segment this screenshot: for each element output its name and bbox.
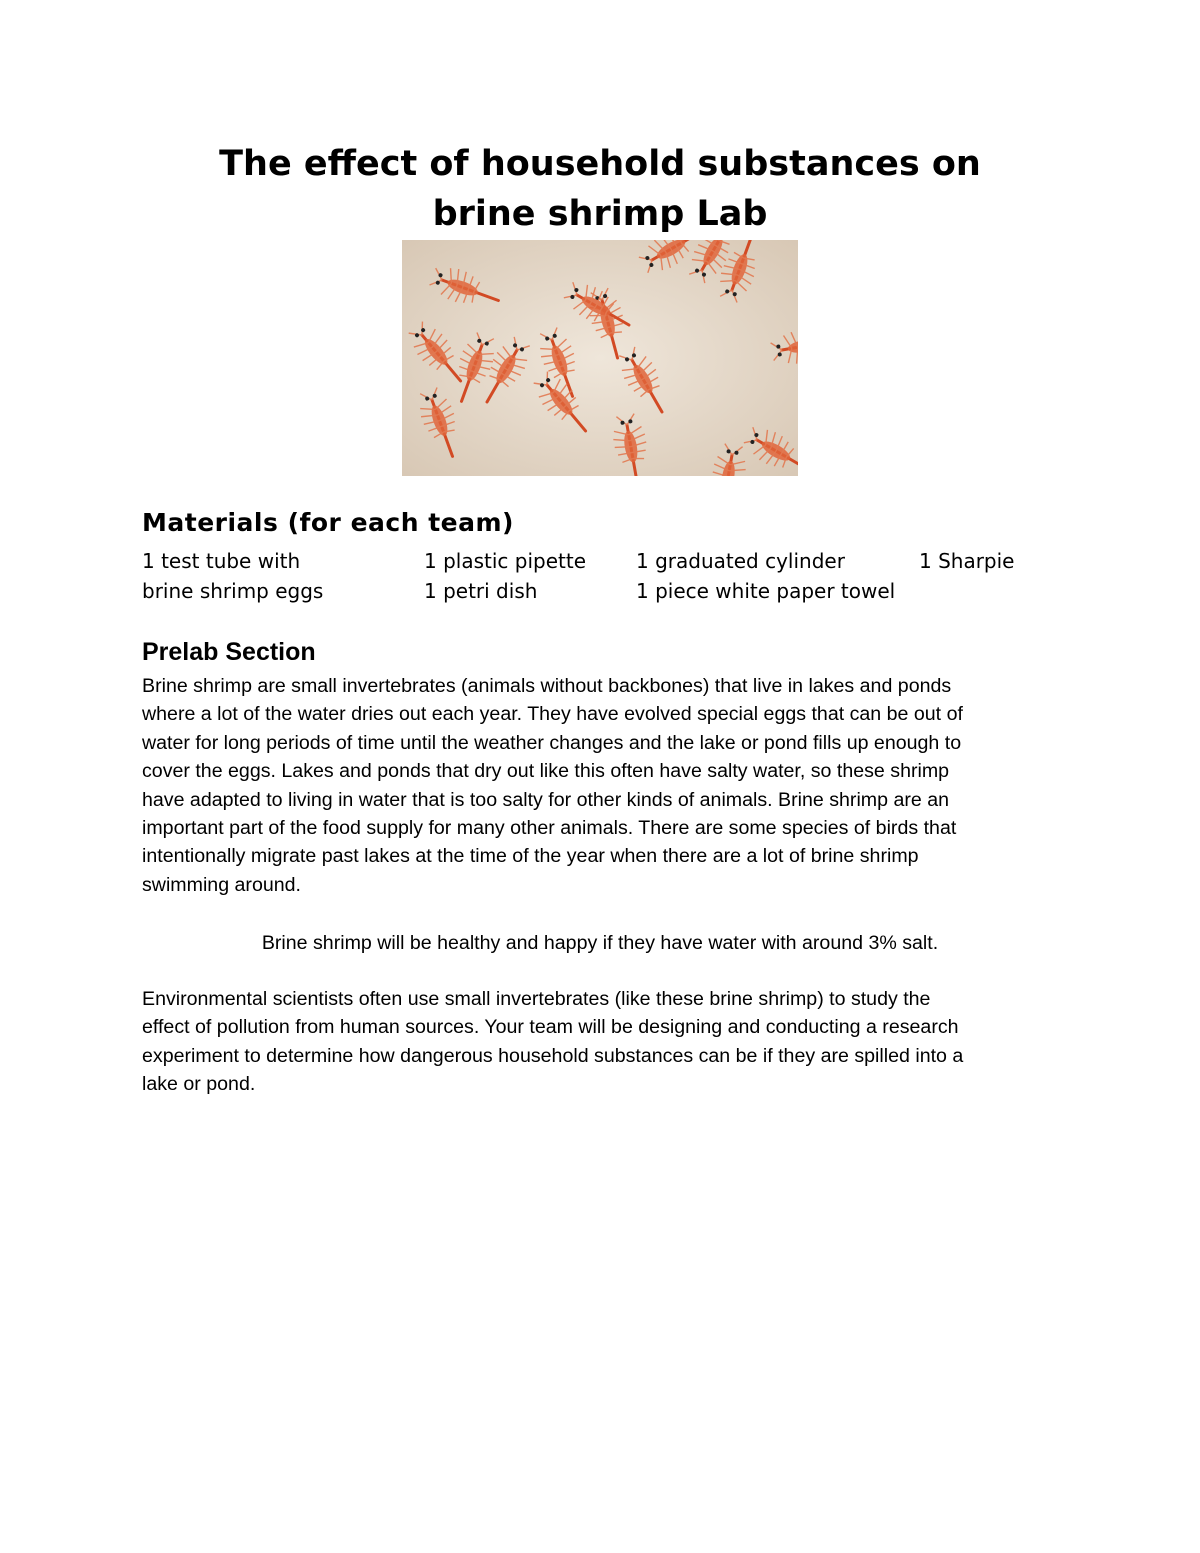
paragraph-line: Brine shrimp are small invertebrates (animals without backbones) that live in lakes and ponds: [142, 675, 952, 697]
brine-shrimp-photo: [402, 240, 798, 476]
prelab-paragraph-2: Brine shrimp will be healthy and happy if they have water with around 3% salt.: [261, 932, 939, 954]
paragraph-line: important part of the food supply for many other animals. There are some species of birds that: [142, 817, 957, 840]
material-item: 1 piece white paper towel: [636, 579, 896, 603]
material-item: 1 graduated cylinder: [636, 549, 845, 573]
material-item: 1 test tube with: [142, 549, 301, 573]
paragraph-line: experiment to determine how dangerous household substances can be if they are spilled into a: [142, 1044, 964, 1067]
paragraph-line: where a lot of the water dries out each year. They have evolved special eggs that can be out of: [142, 703, 963, 726]
materials-heading: Materials (for each team): [142, 508, 514, 537]
paragraph-line: cover the eggs. Lakes and ponds that dry out like this often have salty water, so these shrimp: [142, 760, 950, 783]
paragraph-line: water for long periods of time until the weather changes and the lake or pond fills up enough to: [142, 731, 962, 754]
paragraph-line: have adapted to living in water that is too salty for other kinds of animals. Brine shrimp are an: [142, 788, 950, 811]
paragraph-line: swimming around.: [142, 873, 301, 896]
prelab-paragraph-3: [142, 985, 1062, 1099]
paragraph-line: effect of pollution from human sources. Your team will be designing and conducting a research: [142, 1016, 959, 1039]
prelab-paragraph-1: [142, 672, 1062, 899]
material-item: 1 Sharpie: [919, 549, 1015, 573]
material-item: 1 plastic pipette: [424, 549, 587, 573]
paragraph-line: lake or pond.: [142, 1073, 256, 1096]
title-line-2: brine shrimp Lab: [432, 194, 768, 234]
paragraph-line: Environmental scientists often use small invertebrates (like these brine shrimp) to study the: [142, 988, 931, 1010]
title-line-1: The effect of household substances on: [219, 144, 981, 184]
material-item: 1 petri dish: [424, 579, 538, 603]
prelab-heading: Prelab Section: [142, 638, 316, 666]
material-item: brine shrimp eggs: [142, 579, 324, 603]
paragraph-line: intentionally migrate past lakes at the time of the year when there are a lot of brine shrimp: [142, 845, 919, 868]
